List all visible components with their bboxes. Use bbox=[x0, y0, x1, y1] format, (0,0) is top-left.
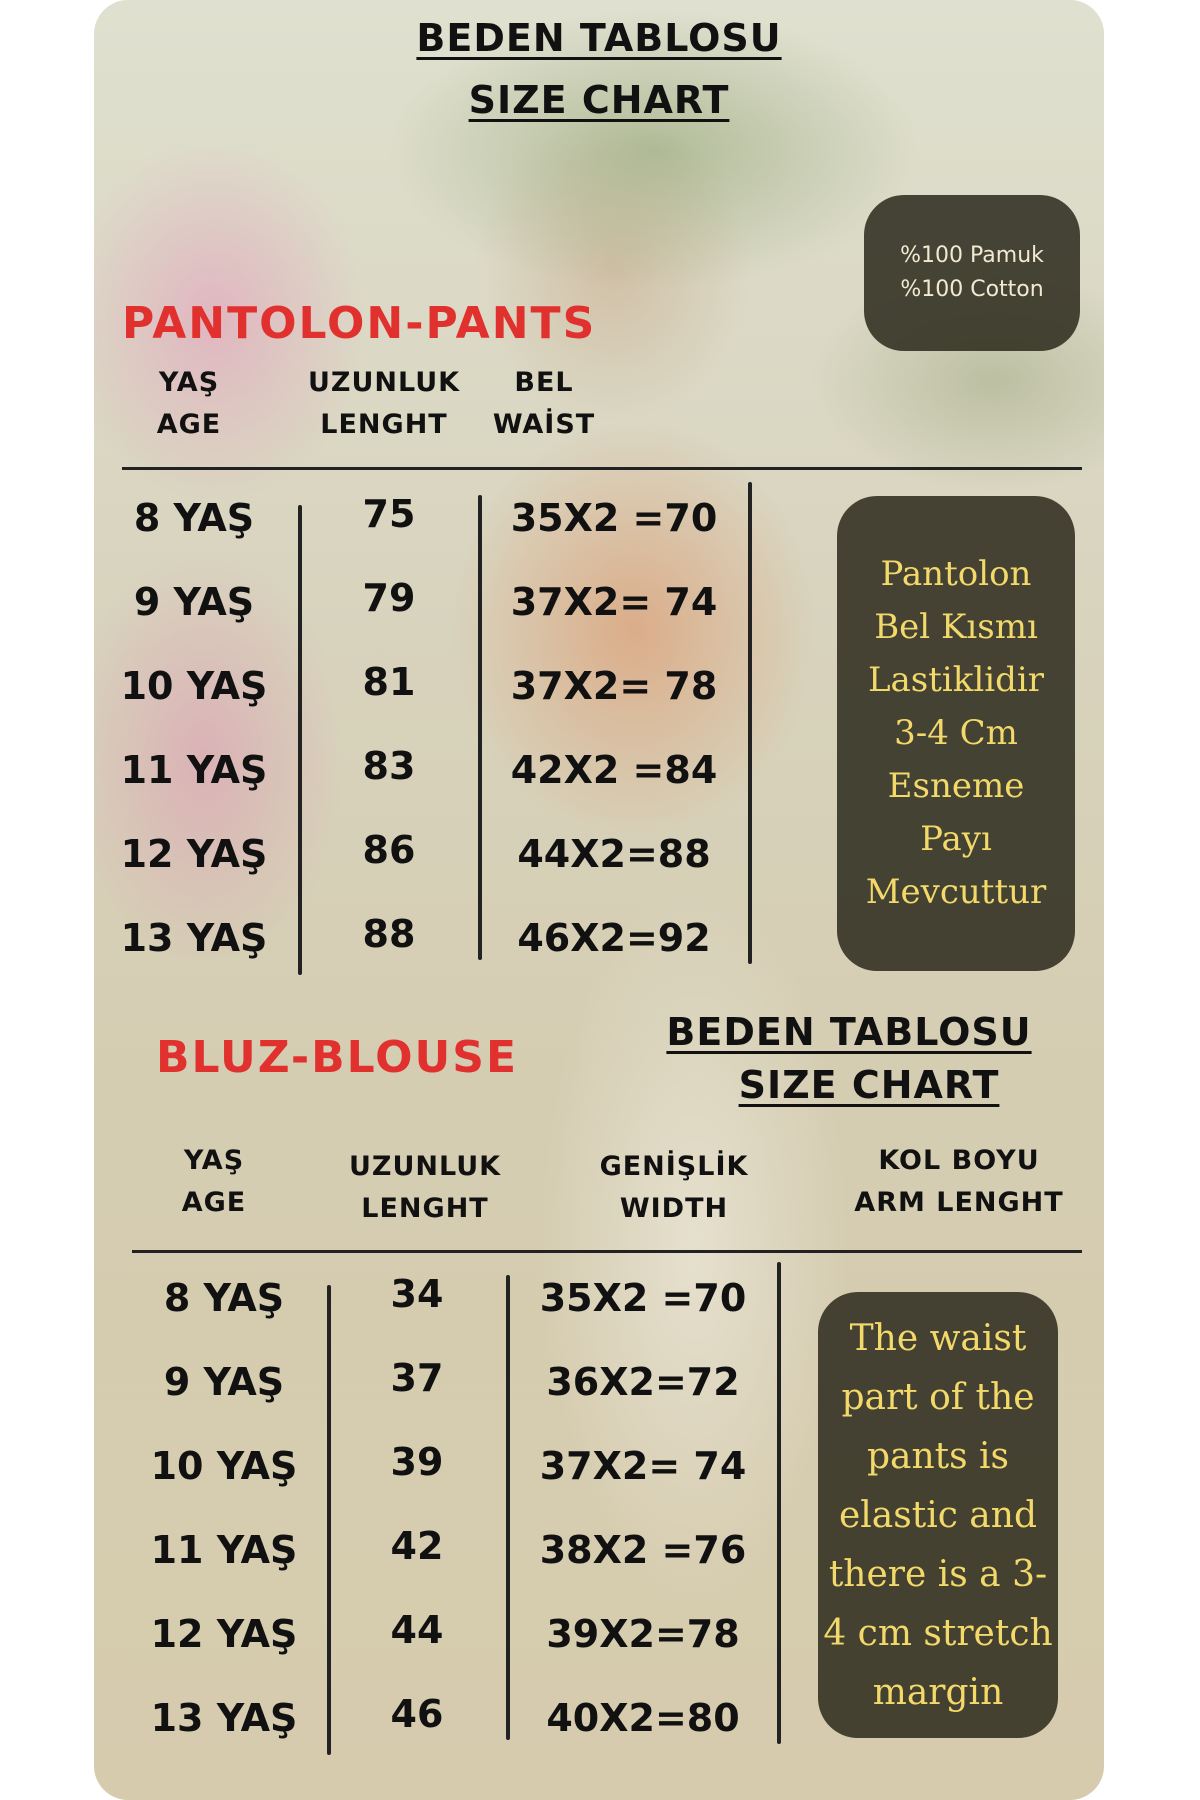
note-line: Mevcuttur bbox=[865, 872, 1047, 912]
blouse-header-age: YAŞ AGE bbox=[181, 1145, 247, 1218]
pants-waist-cell: 37X2= 78 bbox=[510, 664, 718, 708]
note-line: Lastiklidir bbox=[867, 660, 1045, 700]
blouse-length-cell: 42 bbox=[390, 1524, 444, 1568]
blouse-length-cell: 44 bbox=[390, 1608, 444, 1652]
pants-waist-cell: 35X2 =70 bbox=[510, 496, 718, 540]
blouse-width-cell: 35X2 =70 bbox=[539, 1276, 747, 1320]
size-chart-card bbox=[94, 0, 1104, 1800]
pants-waist-cell: 46X2=92 bbox=[517, 916, 711, 960]
note-line: there is a 3- bbox=[828, 1553, 1048, 1595]
blouse-column-divider bbox=[506, 1275, 510, 1740]
note-line: 3-4 Cm bbox=[894, 713, 1018, 753]
note-line: Payı bbox=[920, 819, 992, 859]
pants-column-divider bbox=[298, 505, 302, 975]
blouse-age-cell: 12 YAŞ bbox=[150, 1612, 298, 1656]
pants-age-cell: 9 YAŞ bbox=[133, 580, 255, 624]
fabric-info-box bbox=[864, 195, 1080, 351]
note-line: elastic and bbox=[838, 1494, 1038, 1536]
pants-waist-cell: 44X2=88 bbox=[517, 832, 711, 876]
blouse-column-divider bbox=[777, 1262, 781, 1744]
pants-note-box bbox=[837, 496, 1075, 971]
pants-waist-cell: 37X2= 74 bbox=[510, 580, 718, 624]
blouse-age-cell: 9 YAŞ bbox=[163, 1360, 285, 1404]
pants-waist-cell: 42X2 =84 bbox=[510, 748, 718, 792]
blouse-age-cell: 13 YAŞ bbox=[150, 1696, 298, 1740]
note-line: The waist bbox=[849, 1317, 1027, 1359]
note-line: Esneme bbox=[887, 766, 1025, 806]
blouse-length-cell: 39 bbox=[390, 1440, 444, 1484]
pants-section-title: PANTOLON-PANTS bbox=[122, 298, 597, 349]
note-line: pants is bbox=[866, 1435, 1010, 1477]
blouse-note-text bbox=[823, 1309, 1052, 1722]
blouse-age-cell: 8 YAŞ bbox=[163, 1276, 285, 1320]
blouse-width-cell: 36X2=72 bbox=[546, 1360, 740, 1404]
pants-column-divider bbox=[478, 495, 482, 960]
blouse-header-length: UZUNLUK LENGHT bbox=[348, 1151, 502, 1224]
note-line: Pantolon bbox=[880, 554, 1032, 594]
blouse-note-box bbox=[818, 1292, 1058, 1738]
pants-column-divider bbox=[748, 482, 752, 964]
pants-length-cell: 83 bbox=[362, 744, 416, 788]
blouse-subtitle: SIZE CHART bbox=[738, 1063, 1000, 1107]
pants-header-waist: BEL WAİST bbox=[492, 367, 596, 440]
page-title: BEDEN TABLOSU bbox=[416, 16, 782, 60]
blouse-length-cell: 37 bbox=[390, 1356, 444, 1400]
pants-length-cell: 75 bbox=[362, 492, 416, 536]
fabric-line-en: %100 Cotton bbox=[900, 277, 1044, 302]
note-line: 4 cm stretch bbox=[823, 1612, 1053, 1654]
blouse-header-divider bbox=[132, 1250, 1082, 1253]
blouse-length-cell: 46 bbox=[390, 1692, 444, 1736]
note-line: Bel Kısmı bbox=[874, 607, 1038, 647]
pants-age-cell: 12 YAŞ bbox=[120, 832, 268, 876]
pants-age-cell: 13 YAŞ bbox=[120, 916, 268, 960]
pants-age-cell: 11 YAŞ bbox=[120, 748, 268, 792]
page-subtitle: SIZE CHART bbox=[468, 78, 730, 122]
pants-length-cell: 86 bbox=[362, 828, 416, 872]
blouse-title: BEDEN TABLOSU bbox=[666, 1010, 1032, 1054]
pants-header-age: YAŞ AGE bbox=[156, 367, 222, 440]
blouse-length-cell: 34 bbox=[390, 1272, 444, 1316]
blouse-width-cell: 38X2 =76 bbox=[539, 1528, 747, 1572]
blouse-width-cell: 37X2= 74 bbox=[539, 1444, 747, 1488]
blouse-age-cell: 11 YAŞ bbox=[150, 1528, 298, 1572]
blouse-section-title: BLUZ-BLOUSE bbox=[156, 1032, 519, 1083]
pants-length-cell: 88 bbox=[362, 912, 416, 956]
pants-note-text bbox=[866, 548, 1047, 919]
blouse-column-divider bbox=[327, 1285, 331, 1755]
fabric-line-tr: %100 Pamuk bbox=[900, 243, 1044, 268]
blouse-age-cell: 10 YAŞ bbox=[150, 1444, 298, 1488]
blouse-header-width: GENİŞLİK WIDTH bbox=[599, 1151, 749, 1224]
pants-age-cell: 8 YAŞ bbox=[133, 496, 255, 540]
note-line: part of the bbox=[841, 1376, 1035, 1418]
pants-length-cell: 81 bbox=[362, 660, 416, 704]
pants-age-cell: 10 YAŞ bbox=[120, 664, 268, 708]
pants-header-divider bbox=[122, 467, 1082, 470]
blouse-width-cell: 40X2=80 bbox=[546, 1696, 740, 1740]
note-line: margin bbox=[872, 1671, 1004, 1713]
pants-header-length: UZUNLUK LENGHT bbox=[307, 367, 461, 440]
blouse-width-cell: 39X2=78 bbox=[546, 1612, 740, 1656]
blouse-header-arm-length: KOL BOYU ARM LENGHT bbox=[854, 1145, 1064, 1218]
pants-length-cell: 79 bbox=[362, 576, 416, 620]
